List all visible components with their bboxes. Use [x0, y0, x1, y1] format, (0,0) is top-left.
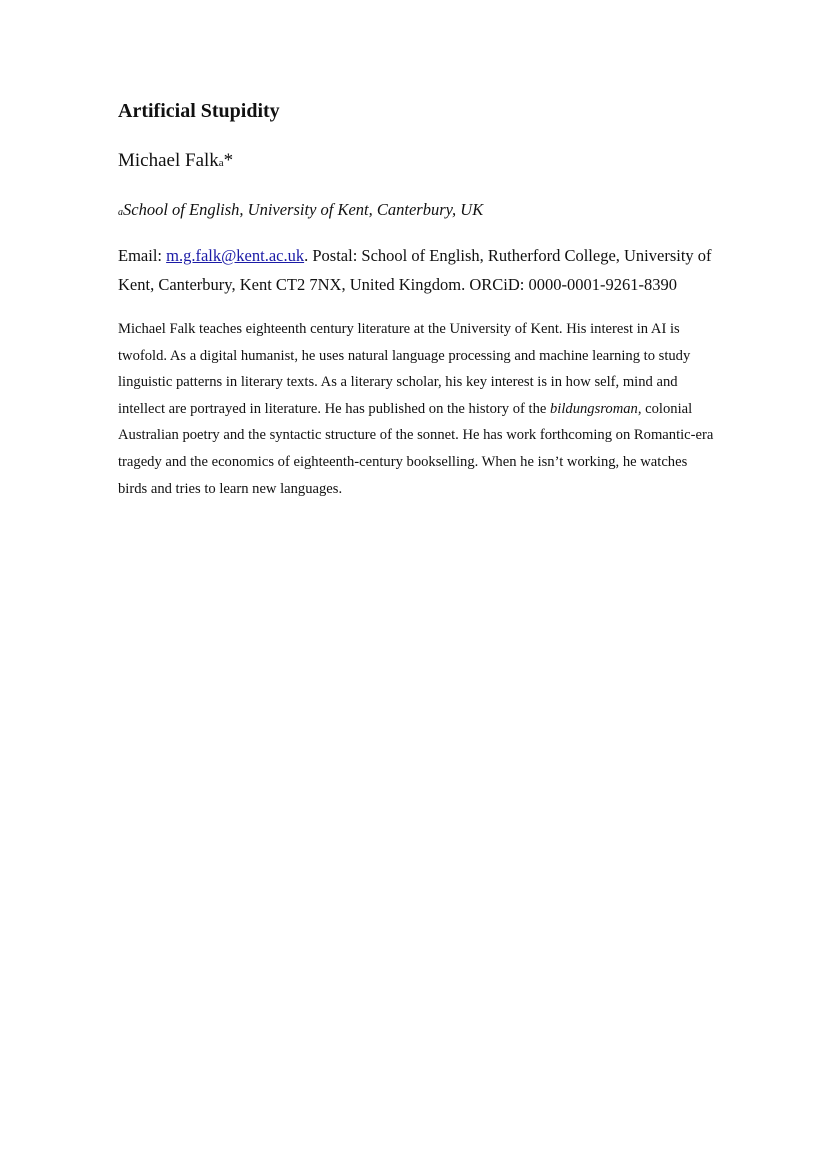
- postal-and-orcid: . Postal: School of English, Rutherford College, University of Kent, Canterbury, Kent CT2 7NX, United Kingdom. ORCiD: 0000-0001-9261-8390: [118, 246, 712, 294]
- email-link[interactable]: m.g.falk@kent.ac.uk: [166, 246, 305, 265]
- affiliation-line: [118, 198, 483, 225]
- affiliation-marker: a: [118, 207, 123, 218]
- author-bio: [118, 316, 714, 502]
- author-affiliation-marker: a: [218, 157, 224, 169]
- bio-text-part1: Michael Falk teaches eighteenth century literature at the University of Kent. His interest in AI is twofold. As a digital humanist, he uses natural language processing and machine learning to study linguistic patterns in literary texts. As a literary scholar, his key interest is in how self, mind and intellect are portrayed in literature. He has published on the history of the: [118, 321, 691, 417]
- bio-italic-term: bildungsroman: [550, 400, 638, 417]
- email-label: Email:: [118, 246, 167, 265]
- bio-text-part2: , colonial Australian poetry and the syntactic structure of the sonnet. He has work forthcoming on Romantic-era tragedy and the economics of eighteenth-century bookselling. When he isn’t working, he watches birds and tries to learn new languages.: [118, 400, 714, 497]
- corresponding-author-marker: *: [223, 150, 234, 171]
- affiliation-text: School of English, University of Kent, Canterbury, UK: [123, 200, 484, 219]
- author-line: [118, 148, 233, 176]
- paper-title: Artificial Stupidity: [118, 100, 280, 122]
- contact-paragraph: [118, 242, 718, 299]
- author-name: Michael Falk: [118, 150, 219, 171]
